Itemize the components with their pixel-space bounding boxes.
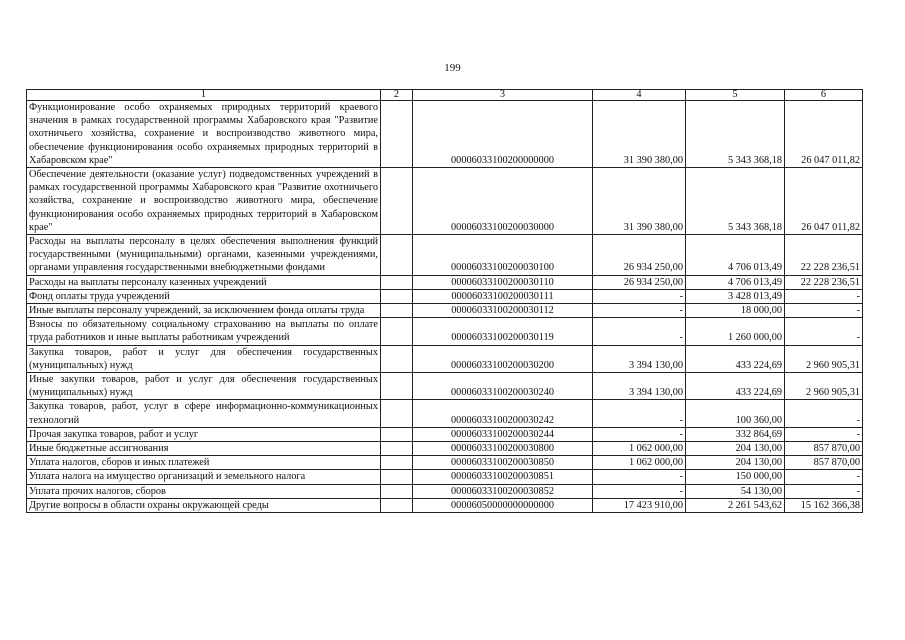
row-code: 00006033100200030000 — [413, 168, 593, 235]
row-col2 — [381, 289, 413, 303]
row-planned: - — [593, 289, 686, 303]
row-col2 — [381, 345, 413, 372]
header-row — [27, 90, 863, 101]
row-name: Прочая закупка товаров, работ и услуг — [27, 427, 381, 441]
row-planned: - — [593, 427, 686, 441]
row-code: 00006033100200030850 — [413, 456, 593, 470]
row-remainder: - — [785, 400, 863, 427]
row-remainder: - — [785, 289, 863, 303]
row-planned: 31 390 380,00 — [593, 168, 686, 235]
table-row — [27, 470, 863, 484]
row-executed: 3 428 013,49 — [686, 289, 785, 303]
row-name: Уплата прочих налогов, сборов — [27, 484, 381, 498]
row-col2 — [381, 470, 413, 484]
row-remainder: 2 960 905,31 — [785, 373, 863, 400]
row-planned: 31 390 380,00 — [593, 101, 686, 168]
row-executed: 433 224,69 — [686, 345, 785, 372]
row-name: Функционирование особо охраняемых природных территорий краевого значения в рамках государственной программы Хабаровского края "Развитие охотничьего хозяйства, сохранение и воспроизводство животного мира, обеспечение функционирования особо охраняемых природных территорий в Хабаровском крае" — [27, 101, 381, 168]
row-col2 — [381, 235, 413, 276]
row-col2 — [381, 400, 413, 427]
row-planned: 3 394 130,00 — [593, 373, 686, 400]
row-code: 00006033100200030200 — [413, 345, 593, 372]
row-executed: 204 130,00 — [686, 456, 785, 470]
row-planned: 26 934 250,00 — [593, 275, 686, 289]
row-planned: - — [593, 470, 686, 484]
row-executed: 204 130,00 — [686, 442, 785, 456]
row-name: Взносы по обязательному социальному страхованию на выплаты по оплате труда работников и иные выплаты работникам учреждений — [27, 318, 381, 345]
row-remainder: 26 047 011,82 — [785, 168, 863, 235]
row-planned: - — [593, 318, 686, 345]
row-code: 00006033100200030110 — [413, 275, 593, 289]
row-col2 — [381, 168, 413, 235]
row-code: 00006033100200030852 — [413, 484, 593, 498]
row-executed: 332 864,69 — [686, 427, 785, 441]
row-code: 00006050000000000000 — [413, 498, 593, 512]
header-cell-3: 3 — [413, 90, 593, 101]
row-remainder: 22 228 236,51 — [785, 275, 863, 289]
row-code: 00006033100200030111 — [413, 289, 593, 303]
table-row — [27, 289, 863, 303]
row-executed: 4 706 013,49 — [686, 235, 785, 276]
header-cell-1: 1 — [27, 90, 381, 101]
row-planned: 26 934 250,00 — [593, 235, 686, 276]
row-remainder: 857 870,00 — [785, 456, 863, 470]
table-row — [27, 427, 863, 441]
row-code: 00006033100200030240 — [413, 373, 593, 400]
table-row — [27, 235, 863, 276]
budget-table — [26, 89, 863, 513]
row-code: 00006033100200030800 — [413, 442, 593, 456]
row-code: 00006033100200030851 — [413, 470, 593, 484]
row-name: Расходы на выплаты персоналу казенных учреждений — [27, 275, 381, 289]
table-row — [27, 275, 863, 289]
row-name: Уплата налогов, сборов и иных платежей — [27, 456, 381, 470]
table-row — [27, 400, 863, 427]
row-col2 — [381, 484, 413, 498]
row-code: 00006033100200000000 — [413, 101, 593, 168]
row-name: Закупка товаров, работ, услуг в сфере информационно-коммуникационных технологий — [27, 400, 381, 427]
table-row — [27, 318, 863, 345]
row-name: Обеспечение деятельности (оказание услуг) подведомственных учреждений в рамках государственной программы Хабаровского края "Развитие охотничьего хозяйства, сохранение и воспроизводство животного мира, обеспечение функционирования особо охраняемых природных территорий в Хабаровском крае" — [27, 168, 381, 235]
header-cell-2: 2 — [381, 90, 413, 101]
row-executed: 4 706 013,49 — [686, 275, 785, 289]
row-remainder: 26 047 011,82 — [785, 101, 863, 168]
row-executed: 2 261 543,62 — [686, 498, 785, 512]
row-remainder: - — [785, 304, 863, 318]
row-code: 00006033100200030119 — [413, 318, 593, 345]
row-planned: - — [593, 400, 686, 427]
row-col2 — [381, 318, 413, 345]
row-planned: 3 394 130,00 — [593, 345, 686, 372]
row-name: Закупка товаров, работ и услуг для обеспечения государственных (муниципальных) нужд — [27, 345, 381, 372]
header-cell-6: 6 — [785, 90, 863, 101]
page-number: 199 — [444, 62, 461, 74]
row-executed: 433 224,69 — [686, 373, 785, 400]
row-col2 — [381, 442, 413, 456]
row-col2 — [381, 427, 413, 441]
table-row — [27, 484, 863, 498]
row-remainder: - — [785, 484, 863, 498]
row-planned: - — [593, 304, 686, 318]
header-cell-5: 5 — [686, 90, 785, 101]
row-name: Расходы на выплаты персоналу в целях обеспечения выполнения функций государственными (муниципальными) органами, казенными учреждениями, органами управления государственными внебюджетными фондами — [27, 235, 381, 276]
row-code: 00006033100200030242 — [413, 400, 593, 427]
row-planned: 1 062 000,00 — [593, 442, 686, 456]
row-remainder: - — [785, 318, 863, 345]
row-remainder: 22 228 236,51 — [785, 235, 863, 276]
row-executed: 150 000,00 — [686, 470, 785, 484]
row-col2 — [381, 373, 413, 400]
row-code: 00006033100200030100 — [413, 235, 593, 276]
table-row — [27, 498, 863, 512]
row-name: Фонд оплаты труда учреждений — [27, 289, 381, 303]
table-row — [27, 101, 863, 168]
row-col2 — [381, 456, 413, 470]
row-remainder: 2 960 905,31 — [785, 345, 863, 372]
row-remainder: - — [785, 470, 863, 484]
row-executed: 5 343 368,18 — [686, 101, 785, 168]
table-row — [27, 168, 863, 235]
table-row — [27, 304, 863, 318]
row-remainder: - — [785, 427, 863, 441]
header-cell-4: 4 — [593, 90, 686, 101]
row-executed: 54 130,00 — [686, 484, 785, 498]
row-planned: - — [593, 484, 686, 498]
row-name: Другие вопросы в области охраны окружающей среды — [27, 498, 381, 512]
row-name: Иные бюджетные ассигнования — [27, 442, 381, 456]
row-col2 — [381, 498, 413, 512]
row-col2 — [381, 304, 413, 318]
row-executed: 1 260 000,00 — [686, 318, 785, 345]
table-row — [27, 345, 863, 372]
table-row — [27, 442, 863, 456]
row-name: Иные закупки товаров, работ и услуг для обеспечения государственных (муниципальных) нужд — [27, 373, 381, 400]
row-planned: 1 062 000,00 — [593, 456, 686, 470]
table-row — [27, 373, 863, 400]
row-name: Иные выплаты персоналу учреждений, за исключением фонда оплаты труда — [27, 304, 381, 318]
row-planned: 17 423 910,00 — [593, 498, 686, 512]
table-row — [27, 456, 863, 470]
row-name: Уплата налога на имущество организаций и земельного налога — [27, 470, 381, 484]
row-executed: 18 000,00 — [686, 304, 785, 318]
row-code: 00006033100200030112 — [413, 304, 593, 318]
row-col2 — [381, 101, 413, 168]
row-executed: 5 343 368,18 — [686, 168, 785, 235]
row-col2 — [381, 275, 413, 289]
row-executed: 100 360,00 — [686, 400, 785, 427]
row-remainder: 15 162 366,38 — [785, 498, 863, 512]
row-code: 00006033100200030244 — [413, 427, 593, 441]
row-remainder: 857 870,00 — [785, 442, 863, 456]
